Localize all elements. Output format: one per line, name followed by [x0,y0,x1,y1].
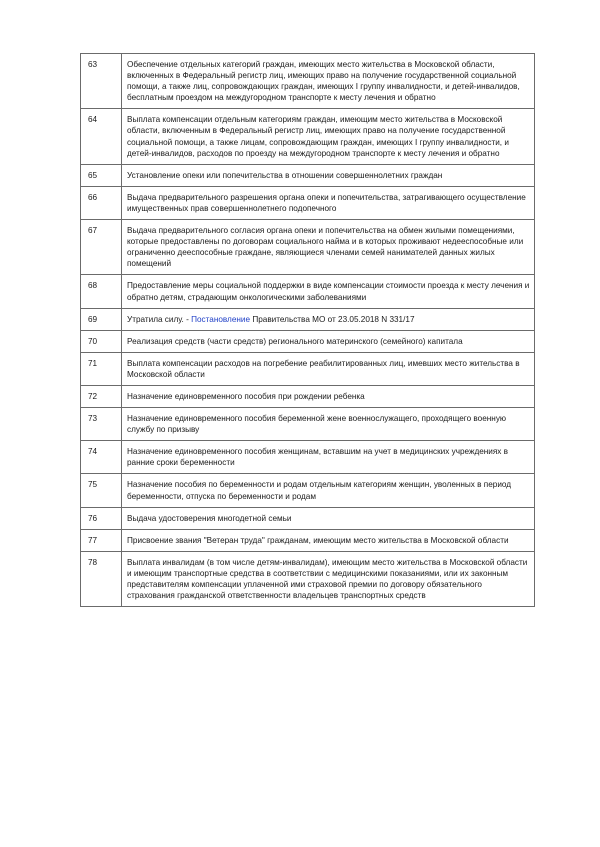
table-row [81,529,535,551]
repealed-text: Утратила силу. - [127,314,192,324]
row-number: 69 [81,308,122,330]
row-number: 73 [81,408,122,441]
decree-link[interactable]: Постановление [191,314,251,324]
row-text: Выдача предварительного согласия органа опеки и попечительства на обмен жилыми помещениями, которые предоставлены по договорам социального найма и в которых проживают недееспособные или ограниченно дееспособные граждане, являющиеся членами семей нанимателей данных жилых помещений [122,220,535,275]
table-row [81,220,535,275]
table-row [81,551,535,606]
row-text: Выплата компенсации отдельным категориям граждан, имеющим место жительства в Московской области, включенным в Федеральный регистр лиц, имеющих право на получение государственной социальной помощи, а также лицам, сопровождающим граждан, имеющих I группу инвалидности, и детей-инвалидов, расходов по проезду на междугородном транспорте к месту лечения и обратно [122,109,535,164]
table-row [81,474,535,507]
row-text: Реализация средств (части средств) регионального материнского (семейного) капитала [122,330,535,352]
table-row [81,408,535,441]
decree-reference: Правительства МО от 23.05.2018 N 331/17 [250,314,415,324]
row-number: 72 [81,385,122,407]
row-number: 67 [81,220,122,275]
row-number: 75 [81,474,122,507]
row-text: Присвоение звания "Ветеран труда" гражданам, имеющим место жительства в Московской области [122,529,535,551]
row-number: 78 [81,551,122,606]
row-number: 64 [81,109,122,164]
row-text: Выдача предварительного разрешения органа опеки и попечительства, затрагивающего осуществление имущественных прав совершеннолетнего подопечного [122,186,535,219]
table-row [81,109,535,164]
row-number: 76 [81,507,122,529]
row-text: Обеспечение отдельных категорий граждан, имеющих место жительства в Московской области, включенных в Федеральный регистр лиц, имеющих право на получение государственной социальной помощи, а также лиц, сопровождающих граждан, имеющих I группу инвалидности, и детей-инвалидов, бесплатным проездом на междугородном транспорте к месту лечения и обратно [122,54,535,109]
row-number: 70 [81,330,122,352]
row-number: 71 [81,352,122,385]
row-number: 68 [81,275,122,308]
row-text: Выплата компенсации расходов на погребение реабилитированных лиц, имевших место жительства в Московской области [122,352,535,385]
row-text: Выплата инвалидам (в том числе детям-инвалидам), имеющим место жительства в Московской области и имеющим транспортные средства в соответствии с медицинскими показаниями, или их законным представителям компенсации уплаченной ими страховой премии по договору обязательного страхования гражданской ответственности владельцев транспортных средств [122,551,535,606]
table-row [81,54,535,109]
row-text: Выдача удостоверения многодетной семьи [122,507,535,529]
row-text: Назначение единовременного пособия женщинам, вставшим на учет в медицинских учреждениях в ранние сроки беременности [122,441,535,474]
row-number: 66 [81,186,122,219]
row-number: 74 [81,441,122,474]
row-text: Назначение пособия по беременности и родам отдельным категориям женщин, уволенных в период беременности, отпуска по беременности и родам [122,474,535,507]
row-text: Предоставление меры социальной поддержки в виде компенсации стоимости проезда к месту лечения и обратно детям, страдающим онкологическими заболеваниями [122,275,535,308]
services-table [80,53,535,607]
table-row [81,441,535,474]
services-table-body [81,54,535,607]
row-text: Назначение единовременного пособия при рождении ребенка [122,385,535,407]
row-text [122,308,535,330]
table-row [81,308,535,330]
table-row [81,385,535,407]
row-text: Назначение единовременного пособия беременной жене военнослужащего, проходящего военную службу по призыву [122,408,535,441]
row-number: 65 [81,164,122,186]
table-row [81,330,535,352]
table-row [81,275,535,308]
row-number: 63 [81,54,122,109]
table-row [81,507,535,529]
row-text: Установление опеки или попечительства в отношении совершеннолетних граждан [122,164,535,186]
row-number: 77 [81,529,122,551]
table-row [81,164,535,186]
table-row [81,352,535,385]
table-row [81,186,535,219]
